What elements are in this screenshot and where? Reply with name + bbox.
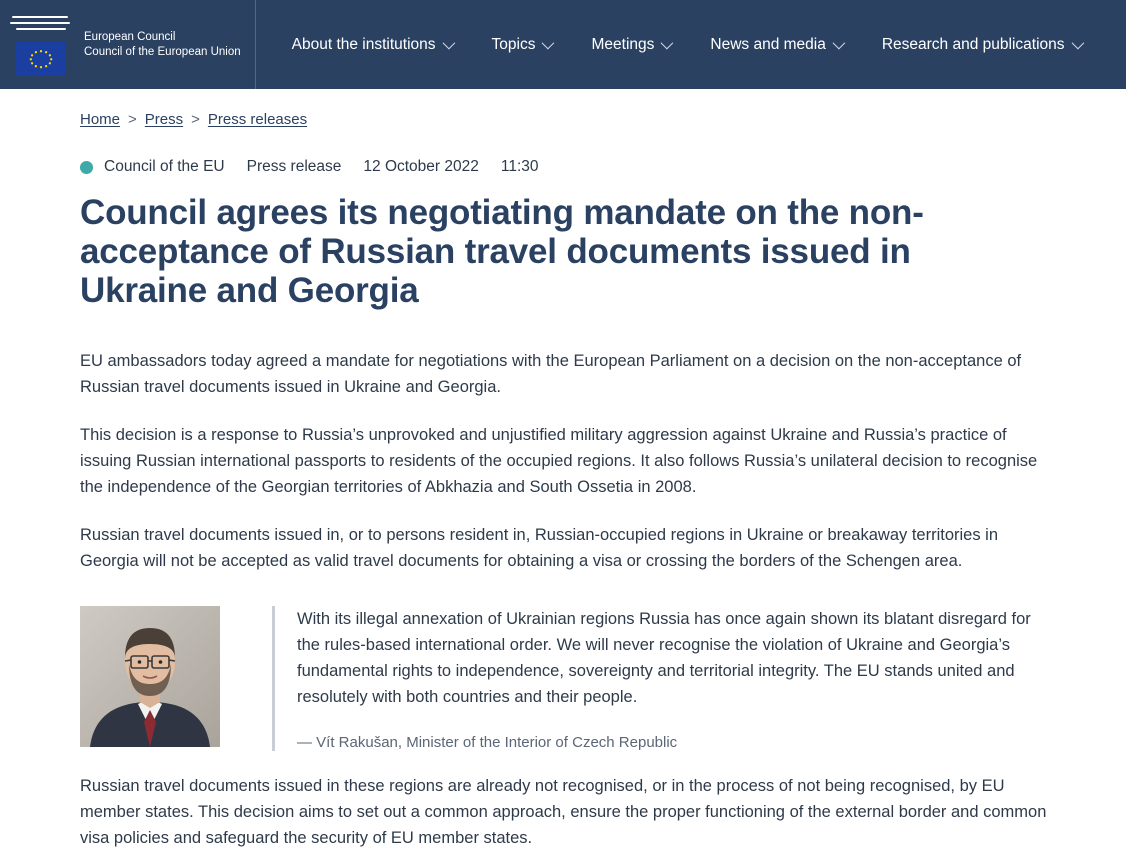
- page-title: Council agrees its negotiating mandate on the non-acceptance of Russian travel documents issued in Ukraine and Georgia: [80, 193, 924, 310]
- meta-source: Council of the EU: [104, 158, 225, 175]
- chevron-down-icon: [832, 37, 845, 50]
- nav-item-research-and-publications[interactable]: [862, 30, 1101, 60]
- site-logo[interactable]: [10, 0, 256, 89]
- eu-stars: [16, 42, 66, 76]
- portrait-photo: [80, 606, 220, 747]
- article-paragraph-1: EU ambassadors today agreed a mandate for negotiations with the European Parliament on a decision on the non-acceptance of Russian travel documents issued in Ukraine and Georgia.: [80, 352, 1022, 396]
- quote-text: With its illegal annexation of Ukrainian regions Russia has once again shown its blatant disregard for the rules-based international order. We will never recognise the violation of Ukraine and Georgia’s fundamental rights to independence, sovereignty and territorial integrity. The EU stands united and resolutely with both countries and their people.: [297, 610, 1031, 706]
- chevron-down-icon: [442, 37, 455, 50]
- page-body: [0, 89, 1126, 851]
- chevron-down-icon: [661, 37, 674, 50]
- logo-lines: [10, 16, 72, 36]
- nav-item-label: About the institutions: [291, 35, 436, 53]
- breadcrumb-item-press[interactable]: Press: [144, 111, 184, 128]
- chevron-down-icon: [1071, 37, 1084, 50]
- quote-content: [272, 606, 1042, 751]
- brand-line-2: Council of the European Union: [84, 45, 241, 58]
- brand-text: [84, 30, 241, 60]
- breadcrumb-separator: >: [191, 111, 200, 128]
- article-paragraph-2: This decision is a response to Russia’s unprovoked and unjustified military aggression against Ukraine and Russia’s practice of issuing Russian international passports to residents of the occupied regions. It also follows Russia’s unilateral decision to recognise the independence of the Georgian territories of Abkhazia and South Ossetia in 2008.: [80, 426, 1038, 496]
- nav-item-about-the-institutions[interactable]: [272, 30, 472, 60]
- site-header: [0, 0, 1126, 89]
- breadcrumb-item-press-releases[interactable]: Press releases: [207, 111, 308, 128]
- nav-item-label: Research and publications: [881, 35, 1065, 53]
- chevron-down-icon: [542, 37, 555, 50]
- nav-item-meetings[interactable]: [571, 30, 690, 60]
- nav-item-label: Topics: [491, 35, 536, 53]
- breadcrumb-item-home[interactable]: Home: [80, 111, 121, 128]
- breadcrumb: [80, 89, 1126, 128]
- eu-flag-icon: [10, 14, 72, 76]
- nav-item-news-and-media[interactable]: [690, 30, 861, 60]
- brand-line-1: European Council: [84, 30, 176, 43]
- quote-block: [80, 606, 1126, 751]
- nav-item-label: News and media: [710, 35, 826, 53]
- meta-type: Press release: [246, 158, 342, 175]
- main-navigation: [272, 30, 1101, 60]
- article-paragraph-3: Russian travel documents issued in, or to persons resident in, Russian-occupied regions in Ukraine or breakaway territories in Georgia will not be accepted as valid travel documents for obtaining a visa or crossing the borders of the Schengen area.: [80, 526, 999, 570]
- status-dot-icon: [80, 161, 93, 174]
- breadcrumb-separator: >: [128, 111, 137, 128]
- article-meta: [80, 158, 1126, 176]
- nav-item-label: Meetings: [591, 35, 655, 53]
- nav-item-topics[interactable]: [472, 30, 572, 60]
- article-paragraph-4: Russian travel documents issued in these regions are already not recognised, or in the process of not being recognised, by EU member states. This decision aims to set out a common approach, ensure the proper functioning of the external border and common visa policies and safeguard the security of EU member states.: [80, 777, 1047, 847]
- meta-date: 12 October 2022: [363, 158, 479, 175]
- quote-attribution: — Vít Rakušan, Minister of the Interior of Czech Republic: [297, 734, 678, 751]
- meta-time: 11:30: [500, 158, 539, 175]
